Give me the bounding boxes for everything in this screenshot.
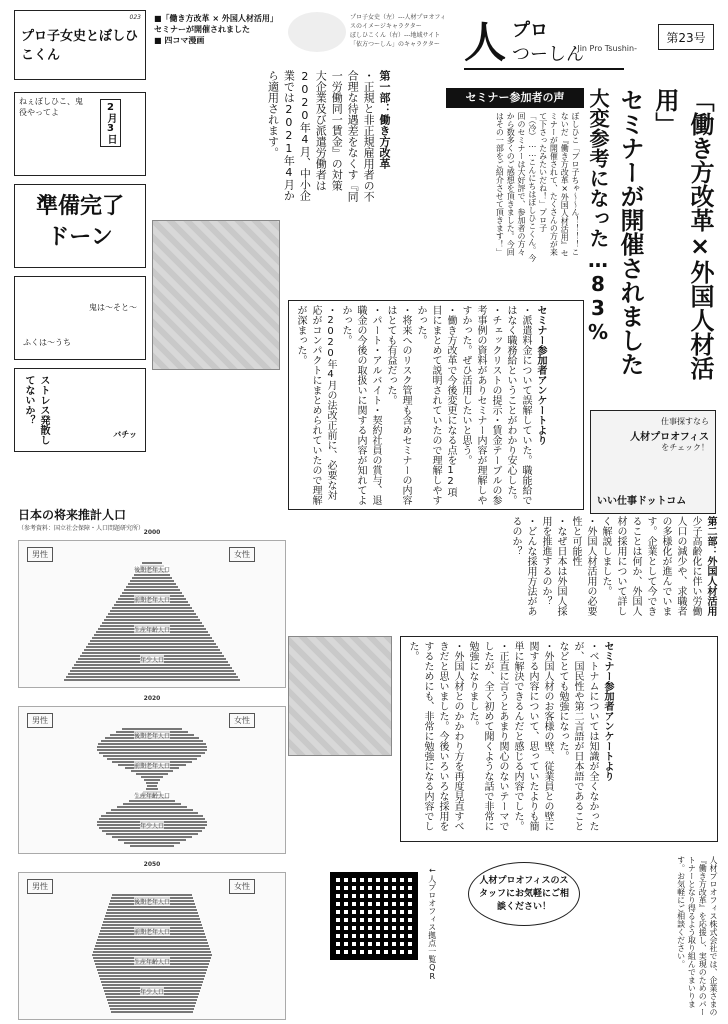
header-bullet-1: ■「働き方改革 × 外国人材活用」セミナーが開催されました [154, 14, 278, 34]
logo [464, 10, 637, 70]
pyramid-bar [92, 954, 212, 956]
pyramid-bar [129, 800, 175, 802]
pyramid-bar [102, 622, 202, 624]
headline-line-1: 「働き方改革×外国人材活用」 [651, 88, 714, 380]
survey1-item-4: ・将来へのリスク管理も含めセミナーの内容はとても有益だった。 [385, 305, 411, 505]
logo-kanji: 人 [464, 18, 507, 67]
consult-bubble: 人材プロオフィスのスタッフにお気軽にご相談ください！ [468, 862, 580, 926]
pyramid-bar [132, 577, 172, 579]
pyramid-bar [82, 652, 222, 654]
pyramid-bar [96, 966, 208, 968]
survey2-item-1: ・ベトナムについては知識が全くなかったが、国民性や第二言語が日本語であることなどとても勉強になった。 [557, 641, 598, 831]
pyramid-bar [103, 921, 201, 923]
pyramid-bar [90, 640, 214, 642]
pyramid-bar [100, 978, 204, 980]
pyramid-bar [109, 1005, 195, 1007]
pyramid-bar [95, 945, 209, 947]
pyramid-male-label: 男性 [27, 713, 53, 728]
population-title: 日本の将来推計人口 [18, 508, 127, 522]
seminar-photo-1 [152, 220, 280, 370]
pyramid-bar [108, 1002, 196, 1004]
survey2-content [401, 637, 619, 841]
part2-bullet-1: ・外国人材活用の必要性と可能性 [570, 516, 596, 616]
pyramid-bar [68, 673, 236, 675]
pyramid-bar [146, 788, 158, 790]
comic-4-text: ストレス発散してないか？ [23, 375, 49, 445]
survey1-item-3: ・働き方改革で今後変更になる点を12項目にまとめて説明されていたので理解しやすかった。 [415, 305, 456, 505]
pyramid-bar [108, 613, 196, 615]
survey1-content [289, 301, 552, 509]
pyramid-band-label: 生産年齢人口 [133, 627, 171, 634]
pyramid-bar [107, 758, 197, 760]
issue-badge: 023 [129, 14, 141, 21]
pyramid-bar [110, 1008, 194, 1010]
pyramid-bar [104, 619, 200, 621]
pyramid-band-label: 年少人口 [139, 823, 165, 830]
pyramid-bar [102, 984, 202, 986]
pyramid-band-label: 年少人口 [139, 989, 165, 996]
ad-banner[interactable] [590, 410, 716, 514]
comic-2-sfx: ドーン [47, 225, 113, 250]
pyramid-bar [142, 562, 162, 564]
qr-code[interactable] [330, 872, 418, 960]
pyramid-bar [106, 833, 197, 835]
survey2-item-4: ・外国人材とのかかわり方を再度見直すべきだと思いました。今後いろいろな採用をするためにも、非常に勉強になる内容でした。 [407, 641, 463, 831]
comic-panel-4 [14, 368, 146, 452]
ad-line-1: 仕事探すなら [661, 417, 709, 426]
comic-4-sfx: バチッ [113, 430, 137, 440]
pyramid-band-label: 後期老年人口 [133, 899, 171, 906]
pyramid-bar [99, 818, 206, 820]
manga-title-box [14, 10, 146, 80]
pyramid-year: 2000 [143, 529, 161, 536]
survey1-item-5: ・パート・アルバイト・契約社員の賞与、退職金の今後の取扱いに関する内容が知れてよかった。 [340, 305, 381, 505]
pyramid-bar [70, 670, 234, 672]
pyramid-band-label: 後期老年人口 [133, 733, 171, 740]
pyramid-bar [123, 803, 181, 805]
pyramid-year: 2050 [143, 861, 161, 868]
population-pyramid-2000 [18, 529, 286, 688]
pyramid-male-label: 男性 [27, 879, 53, 894]
pyramid-bar [107, 999, 197, 1001]
pyramid-bar [108, 906, 196, 908]
survey1-item-6: ・2020年4月の法改正前に、必要な対応がコンパクトにまとめられていたので理解が深まった。 [295, 305, 336, 505]
comic-panel-1 [14, 92, 146, 176]
comic-panel-2 [14, 184, 146, 268]
pyramid-band-label: 年少人口 [139, 657, 165, 664]
pyramid-bar [102, 924, 202, 926]
pyramid-bar [101, 981, 203, 983]
pyramid-band-label: 生産年齢人口 [133, 793, 171, 800]
voice-label: セミナー参加者の声 [446, 88, 584, 108]
pyramid-female-label: 女性 [229, 713, 255, 728]
headline-line-2: セミナーが開催されました [616, 88, 644, 376]
pyramid-bar [128, 583, 176, 585]
part1-bullet-2: 大企業及び派遣労働者は2020年4月、中小企業では2021年4月から適用されます。 [266, 70, 328, 201]
part2-body: 少子高齢化に伴い労働人口の減少や、求職者の多様化が進んでいます。企業として今できることは何か、外国人材の採用について詳しく解説しました。 [600, 516, 701, 616]
manga-title: プロ子女史とぼしひこくん [21, 29, 139, 63]
pyramid-bar [74, 664, 230, 666]
part1-column [156, 70, 392, 210]
survey2-item-3: ・正直に言うとあまり関心のないテーマでしたが、全く初めて聞くような話で非常に勉強になりました。 [467, 641, 508, 831]
ad-url: いい仕事ドットコム [597, 496, 687, 507]
pyramid-bar [118, 839, 187, 841]
pyramid-female-label: 女性 [229, 879, 255, 894]
pyramid-bar [106, 616, 198, 618]
comic-1-speech: ねぇぼしひこ、鬼役やってよ [19, 97, 83, 117]
seminar-photo-2 [288, 636, 392, 756]
pyramid-bar [114, 604, 190, 606]
pyramid-bar [97, 746, 207, 748]
pyramid-bar [105, 915, 199, 917]
survey2-box [400, 636, 718, 842]
pyramid-band-label: 前期老年人口 [133, 597, 171, 604]
survey1-item-2: ・チェックリストの提示・賃金テーブルの参考事例の資料がありセミナー内容が理解しやすかった。ぜひ活用したいと思う。 [460, 305, 501, 505]
logo-tsushin: つーしん [512, 44, 584, 65]
comic-2-big: 準備完了 [35, 194, 124, 219]
pyramid-bar [99, 752, 204, 754]
comic-3-speech-2: ふくは〜うち [23, 338, 71, 348]
pyramid-bar [64, 679, 240, 681]
pyramid-bar [86, 646, 218, 648]
character-illustration [288, 12, 346, 52]
pyramid-bar [144, 779, 159, 781]
pyramid-bar [111, 809, 194, 811]
pyramid-bar [122, 728, 182, 730]
qr-caption: ←人プロオフィス拠点一覧QR [427, 866, 437, 981]
pyramid-band-label: 生産年齢人口 [133, 959, 171, 966]
pyramid-year: 2020 [143, 695, 161, 702]
pyramid-bar [130, 580, 174, 582]
logo-pro: プロ [512, 20, 548, 41]
pyramid-bar [103, 755, 202, 757]
pyramid-female-label: 女性 [229, 547, 255, 562]
survey1-label: セミナー参加者アンケートより [535, 305, 546, 445]
pyramid-bar [66, 676, 238, 678]
survey1-item-1: ・派遣料金について誤解していた。職能給ではなく職務給ということがわかり安心した。 [505, 305, 531, 505]
pyramid-bar [106, 912, 198, 914]
pyramid-bar [124, 589, 180, 591]
population-pyramid-2020 [18, 695, 286, 854]
pyramid-bar [134, 574, 170, 576]
comic-panel-3 [14, 276, 146, 360]
pyramid-bar [101, 815, 202, 817]
pyramid-bar [147, 785, 157, 787]
pyramid-male-label: 男性 [27, 547, 53, 562]
char-caption-2: ぼしひこくん（右）---地域サイト「依方つーしん」のキャラクター [350, 32, 441, 48]
pyramid-bar [94, 948, 210, 950]
pyramid-bar [98, 936, 206, 938]
pyramid-bar [98, 972, 206, 974]
ad-line-3: をチェック！ [661, 442, 709, 452]
comic-1-date: 2月3日 [100, 99, 121, 147]
header-bullets [154, 14, 284, 46]
pyramid-bar [112, 836, 193, 838]
survey2-label: セミナー参加者アンケートより [602, 641, 613, 781]
ad-line-2: 人材プロオフィス [630, 431, 709, 443]
pyramid-bar [117, 806, 188, 808]
pyramid-bar [106, 812, 199, 814]
logo-english: -Jin Pro Tsushin- [574, 44, 637, 53]
pyramid-bar [96, 942, 208, 944]
pyramid-bar [104, 918, 200, 920]
part2-bullet-3: ・どんな採用方法があるのか？ [510, 516, 536, 616]
issue-number: 第23号 [658, 24, 714, 50]
pyramid-bar [94, 634, 210, 636]
pyramid-bar [126, 586, 178, 588]
pyramid-bar [97, 969, 207, 971]
pyramid-bar [92, 637, 212, 639]
pyramid-bar [84, 649, 220, 651]
header-bullet-2: ■ 四コマ漫画 [154, 35, 205, 45]
closing-text: 人材プロオフィス株式会社では、企業さまの『働き方改革』を応援し、実現のためのパートナーとなり得るよう取り組んでまいります。お気軽にご相談ください。 [676, 856, 718, 1016]
population-section [18, 506, 286, 1018]
pyramid-bar [130, 845, 174, 847]
pyramid-bar [98, 743, 205, 745]
population-source: （参考資料：国立社会保障・人口問題研究所） [18, 525, 145, 532]
pyramid-bar [122, 592, 182, 594]
pyramid-bar [131, 770, 173, 772]
part2-bullet-2: ・なぜ日本は外国人採用を推進するのか？ [540, 516, 566, 616]
pyramid-bar [141, 776, 163, 778]
population-pyramid-2050 [18, 861, 286, 1020]
voice-body: ぼしひこ「ブロ子ちゃ〜〜ん！！！！こないだ『働き方改革×外国人材活用』セミナーが開催されて、たくさんの方が来て下さったみたいだね！」プロ子「（冷）……こんにちはぼしひこくん。今回のセミナーは大好評で、参加者の方々から数多くのご感想を頂きました。今回はその一部をご紹介させて頂きます！」 [495, 112, 580, 262]
pyramid-bar [88, 643, 216, 645]
char-caption-1: プロ子女史（左）---人材プロオフィスのイメージキャラクター [350, 14, 446, 30]
pyramid-band-label: 後期老年人口 [133, 567, 171, 574]
character-caption [350, 12, 450, 48]
pyramid-bar [72, 667, 232, 669]
pyramid-band-label: 前期老年人口 [133, 929, 171, 936]
pyramid-bar [99, 975, 205, 977]
pyramid-bar [112, 607, 192, 609]
pyramid-bar [101, 740, 203, 742]
part1-bullet-1: ・正規と非正規雇用者の不合理な待遇差をなくす『同一労働同一賃金』の対策 [330, 70, 376, 202]
pyramid-bar [136, 773, 167, 775]
pyramid-bar [110, 610, 194, 612]
pyramid-bar [107, 909, 197, 911]
part2-label: 第二部：外国人材活用 [705, 516, 716, 616]
survey1-box [288, 300, 584, 510]
pyramid-bar [93, 951, 211, 953]
pyramid-bar [97, 939, 207, 941]
pyramid-bar [124, 842, 180, 844]
pyramid-bar [102, 830, 202, 832]
part1-label: 第一部：働き方改革 [378, 70, 391, 169]
headline [588, 88, 718, 406]
pyramid-bar [106, 996, 198, 998]
pyramid-bar [146, 782, 157, 784]
part2-column [296, 516, 718, 624]
pyramid-bar [112, 894, 192, 896]
pyramid-bar [111, 1011, 193, 1013]
pyramid-bar [97, 749, 206, 751]
comic-3-speech: 鬼は〜そと〜 [89, 303, 137, 312]
pyramid-band-label: 前期老年人口 [133, 763, 171, 770]
headline-line-3: 大変参考になった…83% [586, 88, 610, 344]
survey2-item-2: ・外国人材のお客様の壁、従業員との壁に関する内容について、思っていたよりも簡単に解決できるんだと感じる内容でした。 [512, 641, 553, 831]
